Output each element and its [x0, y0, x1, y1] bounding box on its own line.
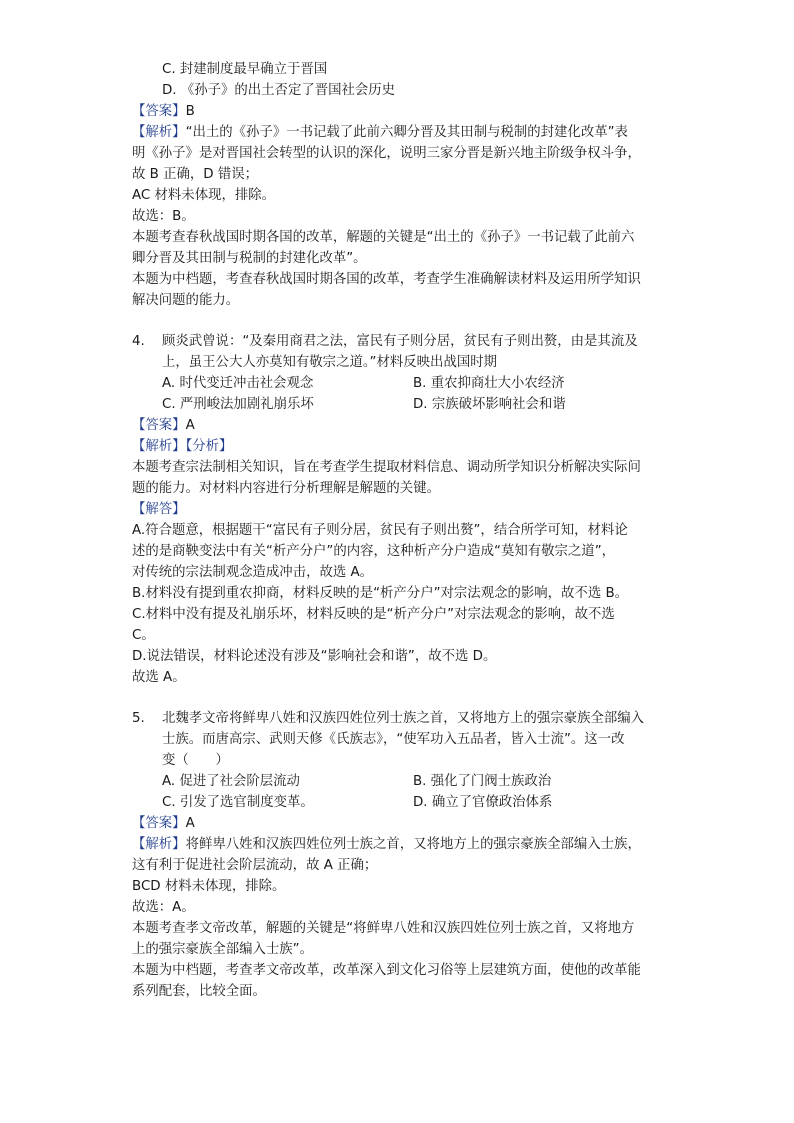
q4-solution-tag: 【解答】	[132, 502, 186, 517]
q4-option-a: A. 时代变迁冲击社会观念	[162, 376, 314, 391]
q4-stem-line: 顾炎武曾说：“及秦用商君之法，富民有子则分居，贫民有子则出赘，由是其流及	[162, 334, 638, 349]
q3-option-c: C. 封建制度最早确立于晋国	[162, 62, 328, 77]
q4-solution-line: 故选 A。	[132, 670, 186, 685]
q4-solution-line: B.材料没有提到重农抑商，材料反映的是“析产分户”对宗法观念的影响，故不选 B。	[132, 586, 629, 601]
q3-analysis-line: 本题为中档题，考查春秋战国时期各国的改革，考查学生准确解读材料及运用所学知识	[132, 272, 641, 287]
q5-stem-line: 士族。而唐高宗、武则天修《氏族志》，“使军功入五品者，皆入士流”。这一改	[162, 732, 625, 747]
q5-number: 5.	[132, 711, 145, 726]
answer-value: A	[185, 418, 195, 433]
q4-solution-line: A.符合题意，根据题干“富民有子则分居，贫民有子则出赘”，结合所学可知，材料论	[132, 523, 628, 538]
q5-stem-line: 北魏孝文帝将鲜卑八姓和汉族四姓位列士族之首，又将地方上的强宗豪族全部编入	[162, 711, 645, 726]
q5-option-a: A. 促进了社会阶层流动	[162, 774, 300, 789]
q5-analysis-line: 这有利于促进社会阶层流动，故 A 正确；	[132, 858, 378, 873]
q3-answer	[132, 102, 195, 122]
q5-analysis-line: 本题为中档题，考查孝文帝改革，改革深入到文化习俗等上层建筑方面，使他的改革能	[132, 963, 641, 978]
q3-analysis-line: 故 B 正确，D 错误；	[132, 167, 259, 182]
q3-analysis-line: AC 材料未体现，排除。	[132, 188, 276, 203]
q5-analysis-line: BCD 材料未体现，排除。	[132, 879, 286, 894]
answer-value: A	[185, 816, 195, 831]
analysis-text: “出土的《孙子》一书记载了此前六卿分晋及其田制与税制的封建化改革”表	[185, 125, 628, 140]
q5-analysis-line: 故选：A。	[132, 900, 195, 915]
q5-analysis-line: 系列配套，比较全面。	[132, 984, 266, 999]
q4-solution-line: D.说法错误，材料论述没有涉及“影响社会和谐”，故不选 D。	[132, 649, 497, 664]
q5-stem-line: 变（ ）	[162, 753, 229, 768]
q4-option-b: B. 重农抑商壮大小农经济	[413, 376, 565, 391]
analysis-tag: 【解析】	[132, 125, 186, 140]
analysis-tag: 【解析】	[132, 837, 186, 852]
q4-stem-line: 上，虽王公大人亦莫知有敬宗之道。”材料反映出战国时期	[162, 355, 498, 370]
answer-tag: 【答案】	[132, 418, 186, 433]
answer-tag: 【答案】	[132, 104, 186, 119]
q4-solution-line: 对传统的宗法制观念造成冲击，故选 A。	[132, 565, 374, 580]
q5-option-b: B. 强化了门阀士族政治	[413, 774, 552, 789]
q3-analysis-line: 本题考查春秋战国时期各国的改革，解题的关键是“出土的《孙子》一书记载了此前六	[132, 230, 635, 245]
q4-number: 4.	[132, 334, 145, 349]
q4-solution-line: C.材料中没有提及礼崩乐坏，材料反映的是“析产分户”对宗法观念的影响，故不选	[132, 607, 615, 622]
q4-analysis-tag: 【解析】【分析】	[132, 439, 233, 454]
q3-analysis-line: 故选：B。	[132, 209, 195, 224]
q5-option-d: D. 确立了官僚政治体系	[413, 795, 553, 810]
q4-option-c: C. 严刑峻法加剧礼崩乐坏	[162, 397, 314, 412]
analysis-text: 将鲜卑八姓和汉族四姓位列士族之首，又将地方上的强宗豪族全部编入士族，	[185, 837, 641, 852]
answer-tag: 【答案】	[132, 816, 186, 831]
q4-answer	[132, 416, 195, 436]
q5-option-c: C. 引发了选官制度变革。	[162, 795, 314, 810]
q3-analysis-line	[132, 123, 628, 143]
q3-analysis-line: 卿分晋及其田制与税制的封建化改革”。	[132, 251, 367, 266]
q5-analysis-line: 上的强宗豪族全部编入士族”。	[132, 942, 314, 957]
q5-answer	[132, 814, 195, 834]
q3-analysis-line: 明《孙子》是对晋国社会转型的认识的深化，说明三家分晋是新兴地主阶级争权斗争，	[132, 146, 641, 161]
q3-analysis-line: 解决问题的能力。	[132, 293, 240, 308]
q4-solution-line: 述的是商鞅变法中有关“析产分户”的内容，这种析产分户造成“莫知有敬宗之道”，	[132, 544, 616, 559]
q4-analysis-line: 本题考查宗法制相关知识，旨在考查学生提取材料信息、调动所学知识分析解决实际问	[132, 460, 641, 475]
answer-value: B	[185, 104, 195, 119]
q3-option-d: D. 《孙子》的出土否定了晋国社会历史	[162, 83, 396, 98]
q5-analysis-line: 本题考查孝文帝改革，解题的关键是“将鲜卑八姓和汉族四姓位列士族之首，又将地方	[132, 921, 635, 936]
q4-option-d: D. 宗族破坏影响社会和谐	[413, 397, 566, 412]
q4-analysis-line: 题的能力。对材料内容进行分析理解是解题的关键。	[132, 481, 440, 496]
q4-solution-line: C。	[132, 628, 155, 643]
q5-analysis-line	[132, 835, 641, 855]
